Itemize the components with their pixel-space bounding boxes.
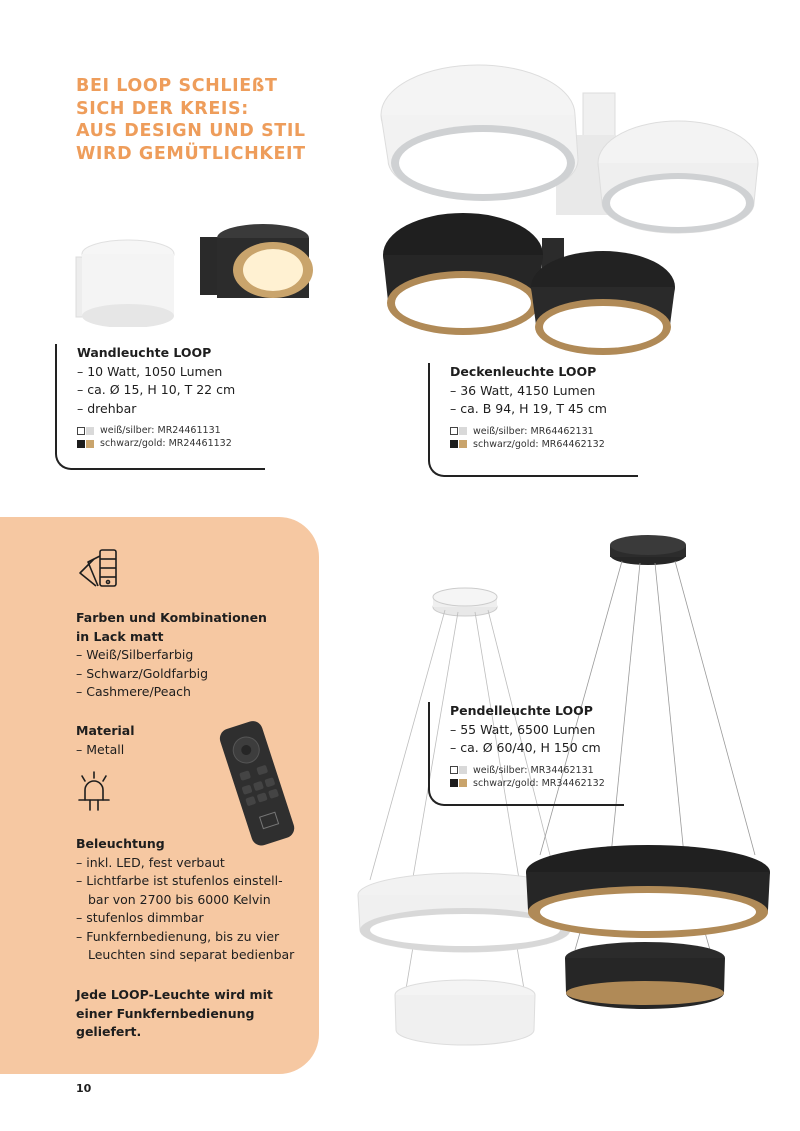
color-code-row xyxy=(450,425,638,438)
spec-line: – ca. Ø 15, H 10, T 22 cm xyxy=(77,382,236,397)
colors-title: Farben und Kombinationen xyxy=(76,610,267,625)
headline-line: WIRD GEMÜTLICHKEIT xyxy=(76,143,306,164)
list-item: Leuchten sind separat bedienbar xyxy=(88,947,295,962)
remote-note xyxy=(76,986,316,1042)
color-code-row xyxy=(77,424,265,437)
black-swatch xyxy=(450,440,458,448)
list-item: – Metall xyxy=(76,741,125,757)
black-swatch xyxy=(77,440,85,448)
white-swatch xyxy=(450,766,458,774)
pendant-lamp-spec xyxy=(428,702,624,806)
ceiling-lamp-spec xyxy=(428,363,638,477)
lighting-title: Beleuchtung xyxy=(76,836,165,851)
list-item: – Cashmere/Peach xyxy=(76,684,191,699)
color-code-row xyxy=(450,438,638,451)
spec-line: – ca. Ø 60/40, H 150 cm xyxy=(450,740,601,755)
color-code: weiß/silber: MR24461131 xyxy=(100,425,221,436)
silver-swatch xyxy=(86,427,94,435)
colors-title: in Lack matt xyxy=(76,628,164,644)
ceiling-lamp-title: Deckenleuchte LOOP xyxy=(450,364,597,379)
ceiling-lamp-image xyxy=(378,55,778,360)
silver-swatch xyxy=(459,427,467,435)
color-code: schwarz/gold: MR34462132 xyxy=(473,777,605,789)
note-line: einer Funkfernbedienung xyxy=(76,1005,255,1021)
list-item: – Funkfernbedienung, bis zu vier xyxy=(76,928,280,944)
silver-swatch xyxy=(459,766,467,774)
white-swatch xyxy=(77,427,85,435)
spec-line: – drehbar xyxy=(77,400,137,416)
pendant-lamp-title: Pendelleuchte LOOP xyxy=(450,703,593,718)
color-code: schwarz/gold: MR24461132 xyxy=(100,438,232,449)
color-swatch-fan-icon xyxy=(76,548,122,590)
material-section xyxy=(76,722,206,759)
lighting-section xyxy=(76,835,316,965)
black-swatch xyxy=(450,779,458,787)
note-line: Jede LOOP-Leuchte wird mit xyxy=(76,987,273,1002)
spec-line: – 55 Watt, 6500 Lumen xyxy=(450,721,596,737)
material-title: Material xyxy=(76,723,135,738)
color-code-row xyxy=(450,764,624,777)
color-code: schwarz/gold: MR64462132 xyxy=(473,438,605,450)
gold-swatch xyxy=(459,779,467,787)
page-number: 10 xyxy=(76,1082,92,1095)
color-code: weiß/silber: MR64462131 xyxy=(473,425,594,437)
colors-section xyxy=(76,609,316,702)
note-line: geliefert. xyxy=(76,1024,142,1039)
color-code-row xyxy=(450,777,624,790)
wall-lamp-spec xyxy=(55,344,265,470)
list-item: – inkl. LED, fest verbaut xyxy=(76,854,225,870)
color-code-row xyxy=(77,437,265,450)
list-item: bar von 2700 bis 6000 Kelvin xyxy=(88,891,271,907)
list-item: – Lichtfarbe ist stufenlos einstell- xyxy=(76,873,283,888)
gold-swatch xyxy=(86,440,94,448)
color-code: weiß/silber: MR34462131 xyxy=(473,764,594,776)
remote-control-image xyxy=(213,718,303,848)
headline-line: SICH DER KREIS: xyxy=(76,98,249,119)
headline-line: BEI LOOP SCHLIEßT xyxy=(76,76,278,96)
wall-lamp-image xyxy=(68,212,328,327)
wall-lamp-title: Wandleuchte LOOP xyxy=(77,345,212,360)
spec-line: – 36 Watt, 4150 Lumen xyxy=(450,382,596,398)
list-item: – Weiß/Silberfarbig xyxy=(76,647,194,662)
white-swatch xyxy=(450,427,458,435)
gold-swatch xyxy=(459,440,467,448)
headline-line: AUS DESIGN UND STIL xyxy=(76,121,306,141)
spec-line: – ca. B 94, H 19, T 45 cm xyxy=(450,401,607,416)
list-item: – Schwarz/Goldfarbig xyxy=(76,665,209,681)
led-bulb-icon xyxy=(74,770,114,814)
page-headline xyxy=(76,75,376,165)
spec-line: – 10 Watt, 1050 Lumen xyxy=(77,363,223,379)
list-item: – stufenlos dimmbar xyxy=(76,910,204,925)
